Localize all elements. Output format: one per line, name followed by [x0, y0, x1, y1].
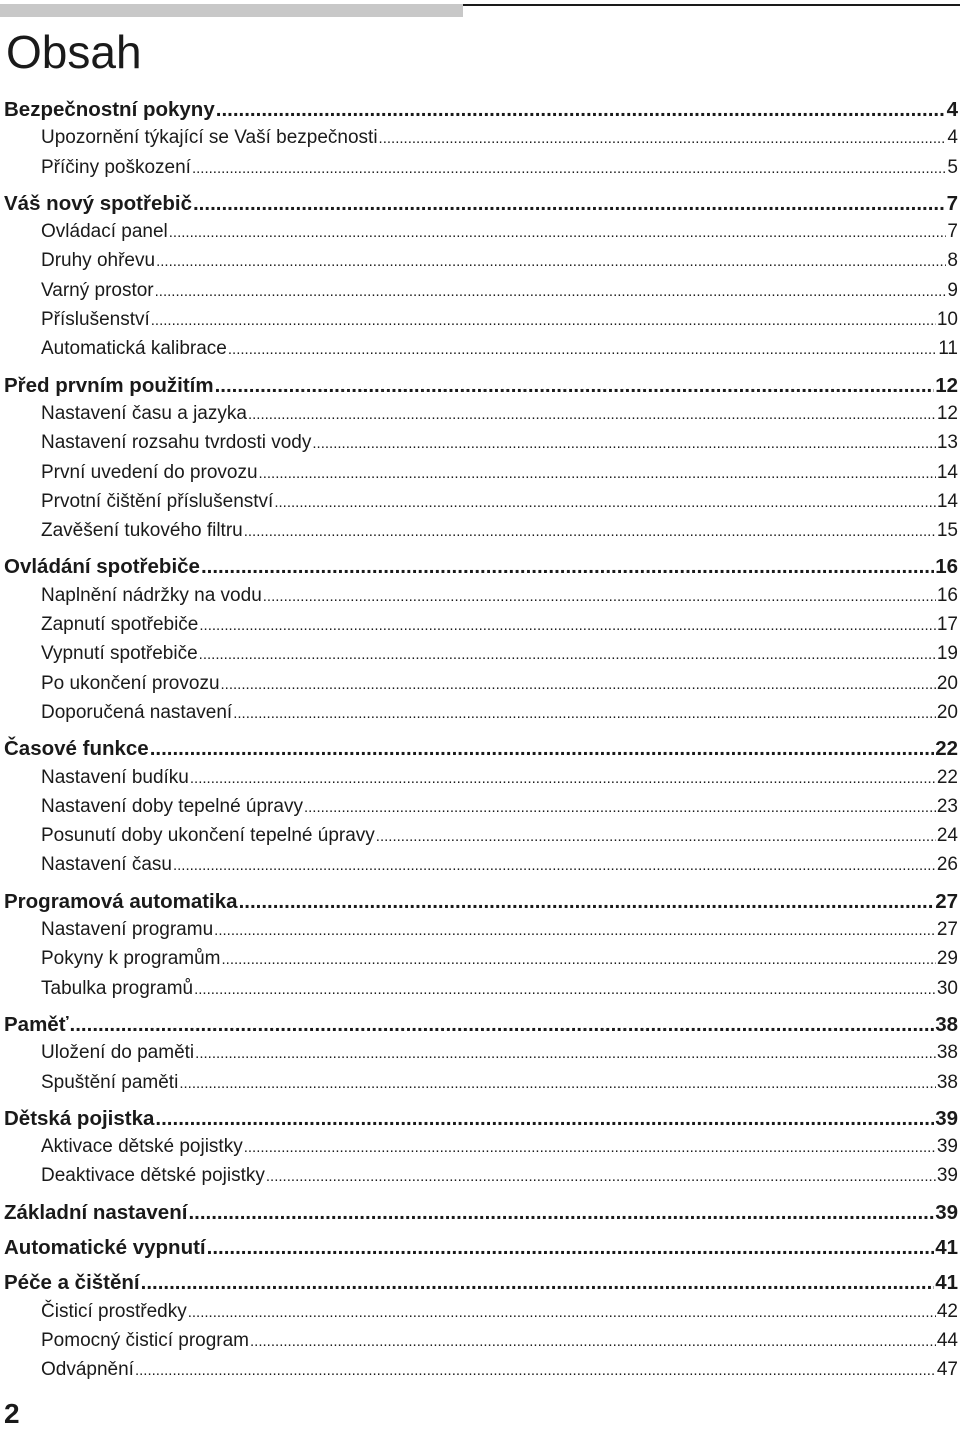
toc-entry-row[interactable]: [4, 403, 958, 432]
toc-heading-row[interactable]: [4, 1236, 958, 1265]
toc-entry-page: 4: [947, 127, 958, 149]
toc-heading-page: 4: [946, 98, 958, 121]
toc-heading-row[interactable]: [4, 737, 958, 766]
toc-section: [4, 555, 958, 731]
toc-section: [4, 737, 958, 883]
toc-entry-row[interactable]: [4, 1072, 958, 1101]
toc-leader-dots: [304, 796, 936, 818]
toc-entry-label: Spuštění paměti: [41, 1071, 179, 1093]
toc-entry-row[interactable]: [4, 948, 958, 977]
toc-leader-dots: [135, 1359, 936, 1381]
toc-leader-dots: [250, 1330, 936, 1352]
toc-heading-row[interactable]: [4, 1271, 958, 1300]
toc-leader-dots: [150, 737, 934, 761]
toc-entry-row[interactable]: [4, 978, 958, 1007]
toc-entry-page: 16: [936, 584, 958, 606]
toc-leader-dots: [379, 127, 947, 149]
toc-leader-dots: [151, 309, 936, 331]
toc-entry-page: 29: [936, 948, 958, 970]
toc-heading-page: 27: [935, 889, 958, 913]
toc-leader-dots: [193, 192, 946, 216]
toc-heading-row[interactable]: [4, 1013, 958, 1042]
toc-entry-page: 38: [936, 1042, 958, 1064]
toc-entry-row[interactable]: [4, 280, 958, 309]
toc-leader-dots: [244, 520, 936, 542]
toc-heading-label: Programová automatika: [4, 889, 238, 913]
toc-heading-page: 39: [935, 1106, 958, 1130]
toc-entry-label: Tabulka programů: [41, 977, 194, 999]
header-rule-grey: [0, 4, 463, 17]
toc-entry-label: Posunutí doby ukončení tepelné úpravy: [41, 825, 375, 847]
toc-entry-page: 9: [947, 279, 958, 301]
toc-entry-row[interactable]: [4, 673, 958, 702]
toc-leader-dots: [190, 767, 936, 789]
toc-entry-label: Nastavení času a jazyka: [41, 402, 247, 424]
toc-leader-dots: [228, 338, 937, 360]
toc-heading-label: Základní nastavení: [4, 1200, 188, 1224]
toc-heading-label: Paměť: [4, 1012, 69, 1036]
toc-heading-page: 7: [946, 191, 958, 215]
toc-leader-dots: [259, 462, 936, 484]
toc-entry-label: Ovládací panel: [41, 221, 168, 243]
toc-section: [4, 1201, 958, 1230]
toc-entry-page: 27: [936, 919, 958, 941]
toc-entry-row[interactable]: [4, 157, 958, 186]
toc-entry-page: 19: [936, 643, 958, 665]
toc-heading-row[interactable]: [4, 1201, 958, 1230]
toc-entry-page: 38: [936, 1071, 958, 1093]
toc-entry-page: 11: [938, 338, 958, 360]
toc-entry-page: 20: [936, 701, 958, 723]
toc-entry-row[interactable]: [4, 702, 958, 731]
toc-heading-label: Před prvním použitím: [4, 373, 214, 397]
toc-leader-dots: [266, 1165, 936, 1187]
toc-heading-label: Dětská pojistka: [4, 1106, 155, 1130]
toc-entry-page: 22: [936, 766, 958, 788]
toc-entry-row[interactable]: [4, 919, 958, 948]
toc-entry-label: Odvápnění: [41, 1359, 134, 1381]
toc-leader-dots: [169, 221, 947, 243]
toc-heading-page: 12: [935, 373, 958, 397]
toc-leader-dots: [173, 854, 936, 876]
toc-entry-label: Automatická kalibrace: [41, 338, 227, 360]
toc-entry-page: 14: [936, 461, 958, 483]
toc-entry-label: Aktivace dětské pojistky: [41, 1136, 243, 1158]
toc-leader-dots: [207, 1236, 935, 1260]
toc-heading-label: Ovládání spotřebiče: [4, 555, 200, 579]
toc-entry-label: Zavěšení tukového filtru: [41, 520, 243, 542]
toc-entry-row[interactable]: [4, 462, 958, 491]
toc-entry-label: Varný prostor: [41, 279, 154, 301]
toc-entry-label: Pomocný čisticí program: [41, 1329, 250, 1351]
page-number: 2: [4, 1398, 20, 1429]
toc-entry-label: Pokyny k programům: [41, 948, 221, 970]
toc-entry-label: Po ukončení provozu: [41, 672, 220, 694]
toc-entry-label: Uložení do paměti: [41, 1042, 195, 1064]
toc-leader-dots: [222, 948, 936, 970]
toc-heading-label: Bezpečnostní pokyny: [4, 98, 215, 121]
toc-entry-label: Druhy ohřevu: [41, 250, 156, 272]
toc-section: [4, 890, 958, 1007]
toc-leader-dots: [188, 1201, 934, 1225]
toc-entry-row[interactable]: [4, 643, 958, 672]
toc-entry-row[interactable]: [4, 1330, 958, 1359]
toc-leader-dots: [155, 1107, 934, 1131]
toc-entry-label: Nastavení doby tepelné úpravy: [41, 795, 303, 817]
toc-entry-page: 10: [936, 309, 958, 331]
toc-entry-label: Příslušenství: [41, 309, 150, 331]
toc-entry-row[interactable]: [4, 825, 958, 854]
toc-entry-page: 44: [936, 1329, 958, 1351]
toc-leader-dots: [195, 1042, 936, 1064]
toc-heading-label: Automatické vypnutí: [4, 1235, 206, 1259]
toc-leader-dots: [199, 643, 936, 665]
toc-leader-dots: [199, 614, 935, 636]
toc-entry-label: Naplnění nádržky na vodu: [41, 584, 262, 606]
toc-heading-page: 22: [935, 737, 958, 761]
toc-section: [4, 374, 958, 550]
toc-heading-page: 38: [935, 1012, 958, 1036]
toc-entry-label: Nastavení času: [41, 854, 172, 876]
toc-leader-dots: [192, 157, 946, 179]
toc-entry-page: 12: [936, 402, 958, 424]
toc-leader-dots: [215, 374, 935, 398]
toc-entry-page: 23: [936, 795, 958, 817]
toc-heading-row[interactable]: [4, 374, 958, 403]
toc-entry-row[interactable]: [4, 250, 958, 279]
toc-leader-dots: [141, 1271, 935, 1295]
toc-section: [4, 1013, 958, 1101]
toc-leader-dots: [239, 890, 935, 914]
toc-entry-page: 39: [936, 1165, 958, 1187]
toc-heading-page: 41: [935, 1235, 958, 1259]
table-of-contents: [4, 98, 958, 1388]
toc-section: [4, 192, 958, 368]
toc-entry-row[interactable]: [4, 1301, 958, 1330]
toc-leader-dots: [201, 555, 934, 579]
toc-entry-row[interactable]: [4, 520, 958, 549]
toc-leader-dots: [221, 673, 936, 695]
toc-entry-row[interactable]: [4, 767, 958, 796]
toc-leader-dots: [233, 702, 936, 724]
toc-entry-label: Doporučená nastavení: [41, 701, 233, 723]
toc-entry-label: Zapnutí spotřebiče: [41, 614, 199, 636]
toc-entry-row[interactable]: [4, 614, 958, 643]
toc-entry-page: 20: [936, 672, 958, 694]
toc-entry-page: 26: [936, 854, 958, 876]
toc-entry-label: Nastavení rozsahu tvrdosti vody: [41, 432, 312, 454]
toc-entry-page: 7: [947, 221, 958, 243]
toc-heading-page: 39: [935, 1200, 958, 1224]
toc-entry-row[interactable]: [4, 585, 958, 614]
toc-leader-dots: [263, 585, 936, 607]
toc-leader-dots: [376, 825, 936, 847]
toc-leader-dots: [179, 1072, 936, 1094]
toc-entry-label: Nastavení programu: [41, 919, 214, 941]
toc-entry-page: 17: [936, 614, 958, 636]
toc-entry-page: 47: [936, 1359, 958, 1381]
toc-entry-label: Nastavení budíku: [41, 766, 189, 788]
toc-entry-page: 13: [936, 432, 958, 454]
toc-leader-dots: [188, 1301, 936, 1323]
toc-leader-dots: [216, 98, 946, 122]
toc-entry-row[interactable]: [4, 338, 958, 367]
toc-entry-label: Prvotní čištění příslušenství: [41, 490, 274, 512]
toc-heading-row[interactable]: [4, 98, 958, 127]
toc-entry-label: Příčiny poškození: [41, 156, 191, 178]
toc-leader-dots: [214, 919, 936, 941]
toc-heading-page: 16: [935, 555, 958, 579]
toc-entry-label: Vypnutí spotřebiče: [41, 643, 198, 665]
toc-entry-page: 5: [947, 156, 958, 178]
toc-entry-row[interactable]: [4, 1136, 958, 1165]
toc-entry-row[interactable]: [4, 432, 958, 461]
toc-leader-dots: [248, 403, 936, 425]
toc-heading-row[interactable]: [4, 192, 958, 221]
toc-leader-dots: [274, 491, 936, 513]
toc-heading-row[interactable]: [4, 555, 958, 584]
toc-entry-page: 39: [936, 1136, 958, 1158]
toc-heading-label: Péče a čištění: [4, 1271, 140, 1295]
toc-entry-row[interactable]: [4, 796, 958, 825]
toc-entry-page: 24: [936, 825, 958, 847]
toc-entry-page: 8: [947, 250, 958, 272]
header-rule-black: [463, 4, 960, 6]
toc-entry-row[interactable]: [4, 491, 958, 520]
toc-leader-dots: [70, 1013, 935, 1037]
toc-section: [4, 1107, 958, 1195]
toc-entry-row[interactable]: [4, 1359, 958, 1388]
toc-entry-row[interactable]: [4, 1042, 958, 1071]
page-title: Obsah: [6, 26, 142, 78]
toc-heading-page: 41: [935, 1271, 958, 1295]
toc-heading-label: Časové funkce: [4, 737, 149, 761]
toc-heading-row[interactable]: [4, 1107, 958, 1136]
toc-entry-row[interactable]: [4, 221, 958, 250]
toc-entry-label: Deaktivace dětské pojistky: [41, 1165, 265, 1187]
toc-leader-dots: [155, 280, 947, 302]
toc-entry-page: 42: [936, 1300, 958, 1322]
toc-entry-page: 14: [936, 490, 958, 512]
toc-entry-row[interactable]: [4, 1165, 958, 1194]
toc-entry-row[interactable]: [4, 309, 958, 338]
toc-section: [4, 1271, 958, 1388]
toc-leader-dots: [156, 250, 946, 272]
toc-entry-row[interactable]: [4, 854, 958, 883]
toc-entry-page: 15: [936, 520, 958, 542]
toc-entry-label: První uvedení do provozu: [41, 461, 258, 483]
toc-section: [4, 98, 958, 186]
toc-heading-label: Váš nový spotřebič: [4, 191, 192, 215]
toc-entry-row[interactable]: [4, 127, 958, 156]
toc-entry-label: Upozornění týkající se Vaší bezpečnosti: [41, 127, 378, 149]
toc-section: [4, 1236, 958, 1265]
toc-entry-label: Čisticí prostředky: [41, 1300, 187, 1322]
toc-leader-dots: [312, 432, 936, 454]
toc-heading-row[interactable]: [4, 890, 958, 919]
toc-leader-dots: [244, 1136, 936, 1158]
toc-entry-page: 30: [936, 977, 958, 999]
toc-leader-dots: [194, 978, 936, 1000]
